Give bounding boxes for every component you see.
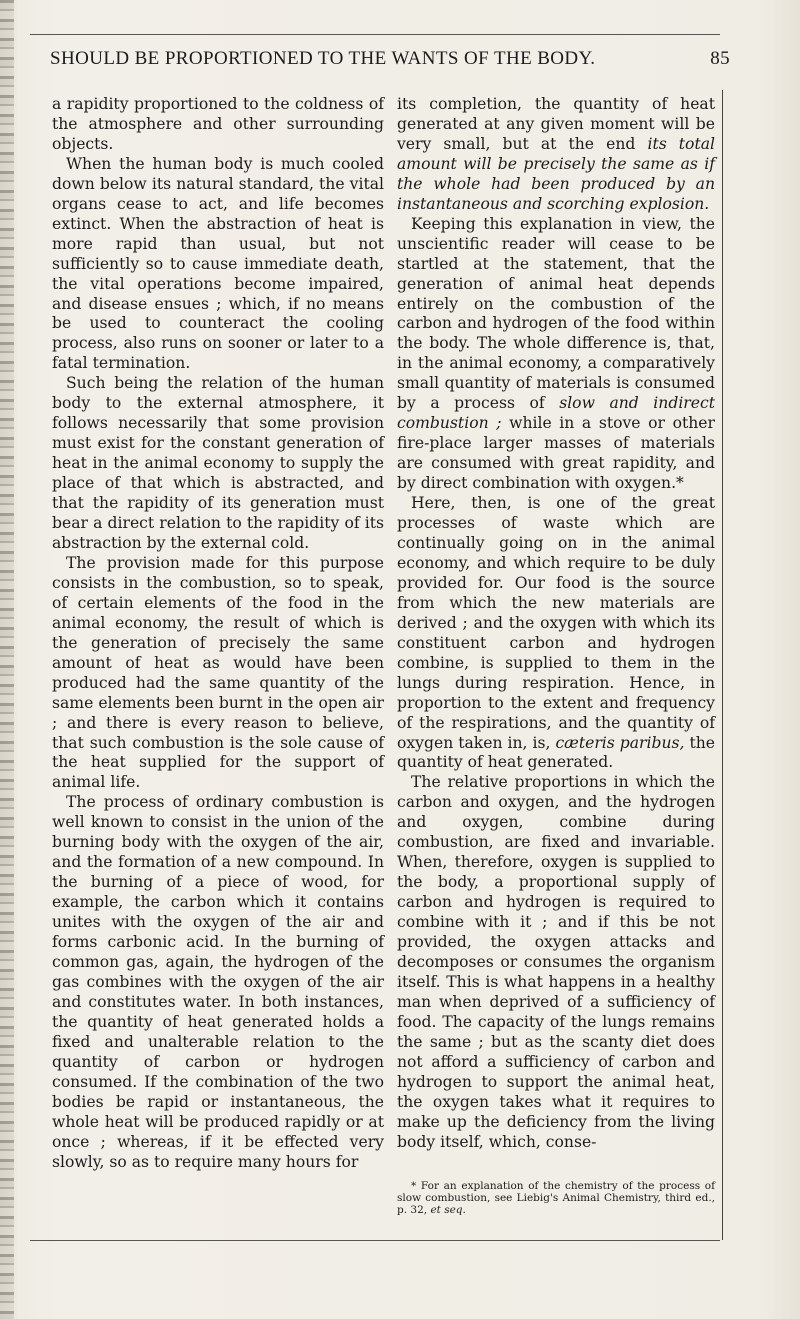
paragraph	[397, 494, 715, 773]
footnote-emphasis: et seq.	[430, 1204, 466, 1216]
paragraph: The relative proportions in which the carbon and oxygen, and the hydrogen and oxygen, combine during combustion, are fixed and invariable. When, therefore, oxygen is supplied to the body, a proportional supply of carbon and hydrogen is required to combine with it ; and if this be not provided, the oxygen attacks and decomposes or consumes the organism itself. This is what happens in a healthy man when deprived of a sufficiency of food. The capacity of the lungs remains the same ; but as the scanty diet does not afford a sufficiency of carbon and hydrogen to support the animal heat, the oxygen takes what it requires to make up the deficiency from the living body itself, which, conse-	[397, 773, 715, 1151]
left-column	[52, 95, 384, 1172]
footnote-text: * For an explanation of the chemistry of the process of slow combustion, see Liebig's Animal Chemistry, third ed., p. 32,	[397, 1180, 715, 1216]
text-run: while in a stove or other fire-place larger masses of materials are consumed with great rapidity, and by direct combination with oxygen.*	[397, 414, 715, 493]
paragraph: The process of ordinary combustion is well known to consist in the union of the burning body with the oxygen of the air, and the formation of a new compound. In the burning of a piece of wood, for example, the carbon which it contains unites with the oxygen of the air and forms carbonic acid. In the burning of common gas, again, the hydrogen of the gas combines with the oxygen of the air and constitutes water. In both instances, the quantity of heat generated holds a fixed and unalterable relation to the quantity of carbon or hydrogen consumed. If the combination of the two bodies be rapid or instantaneous, the whole heat will be produced rapidly or at once ; whereas, if it be effected very slowly, so as to require many hours for	[52, 793, 384, 1171]
paragraph: The provision made for this purpose consists in the combustion, so to speak, of certain elements of the food in the animal economy, the result of which is the generation of precisely the same amount of heat as would have been produced had the same quantity of the same elements been burnt in the open air ; and there is every reason to believe, that such combustion is the sole cause of the heat supplied for the support of animal life.	[52, 553, 384, 792]
emphasis: cæteris paribus,	[555, 733, 685, 752]
paragraph: Such being the relation of the human body to the external atmosphere, it follows necessarily that some provision must exist for the constant generation of heat in the animal economy to supply the place of that which is abstracted, and that the rapidity of its generation must bear a direct relation to the rapidity of its abstraction by the external cold.	[52, 374, 384, 552]
paragraph	[397, 215, 715, 494]
footnote	[397, 1180, 715, 1216]
running-header	[50, 48, 730, 70]
text-run: Keeping this explanation in view, the unscientific reader will cease to be startled at the statement, that the generation of animal heat depends entirely on the combustion of the carbon and hydrogen of the food within the body. The whole difference is, that, in the animal economy, a comparatively small quantity of materials is consumed by a process of	[397, 214, 715, 413]
emphasis: its total amount will be precisely the same as if the whole had been produced by an instantaneous and scorching explosion.	[397, 134, 715, 213]
text-run: the quantity of heat generated.	[397, 733, 715, 772]
paragraph: a rapidity proportioned to the coldness of the atmosphere and other surrounding objects.	[52, 95, 384, 153]
text-run: Here, then, is one of the great processes of waste which are continually going on in the animal economy, and which require to be duly provided for. Our food is the source from which the new materials are derived ; and the oxygen with which its constituent carbon and hydrogen combine, is supplied to them in the lungs during respiration. Hence, in proportion to the extent and frequency of the respirations, and the quantity of oxygen taken in, is,	[397, 494, 715, 752]
top-rule	[30, 34, 720, 35]
running-title: SHOULD BE PROPORTIONED TO THE WANTS OF THE BODY.	[50, 48, 596, 69]
column-rule	[722, 90, 723, 1240]
emphasis: slow and indirect combustion ;	[397, 394, 715, 433]
paragraph: When the human body is much cooled down below its natural standard, the vital organs cease to act, and life becomes extinct. When the abstraction of heat is more rapid than usual, but not sufficiently so to cause immediate death, the vital operations become impaired, and disease ensues ; which, if no means be used to counteract the cooling process, also runs on sooner or later to a fatal termination.	[52, 154, 384, 373]
bottom-rule	[30, 1240, 720, 1241]
text-run: its completion, the quantity of heat generated at any given moment will be very small, but at the end	[397, 95, 715, 153]
book-spine-edge	[0, 0, 14, 1319]
page-number: 85	[710, 48, 730, 69]
paragraph	[397, 95, 715, 215]
right-column	[397, 95, 715, 1153]
